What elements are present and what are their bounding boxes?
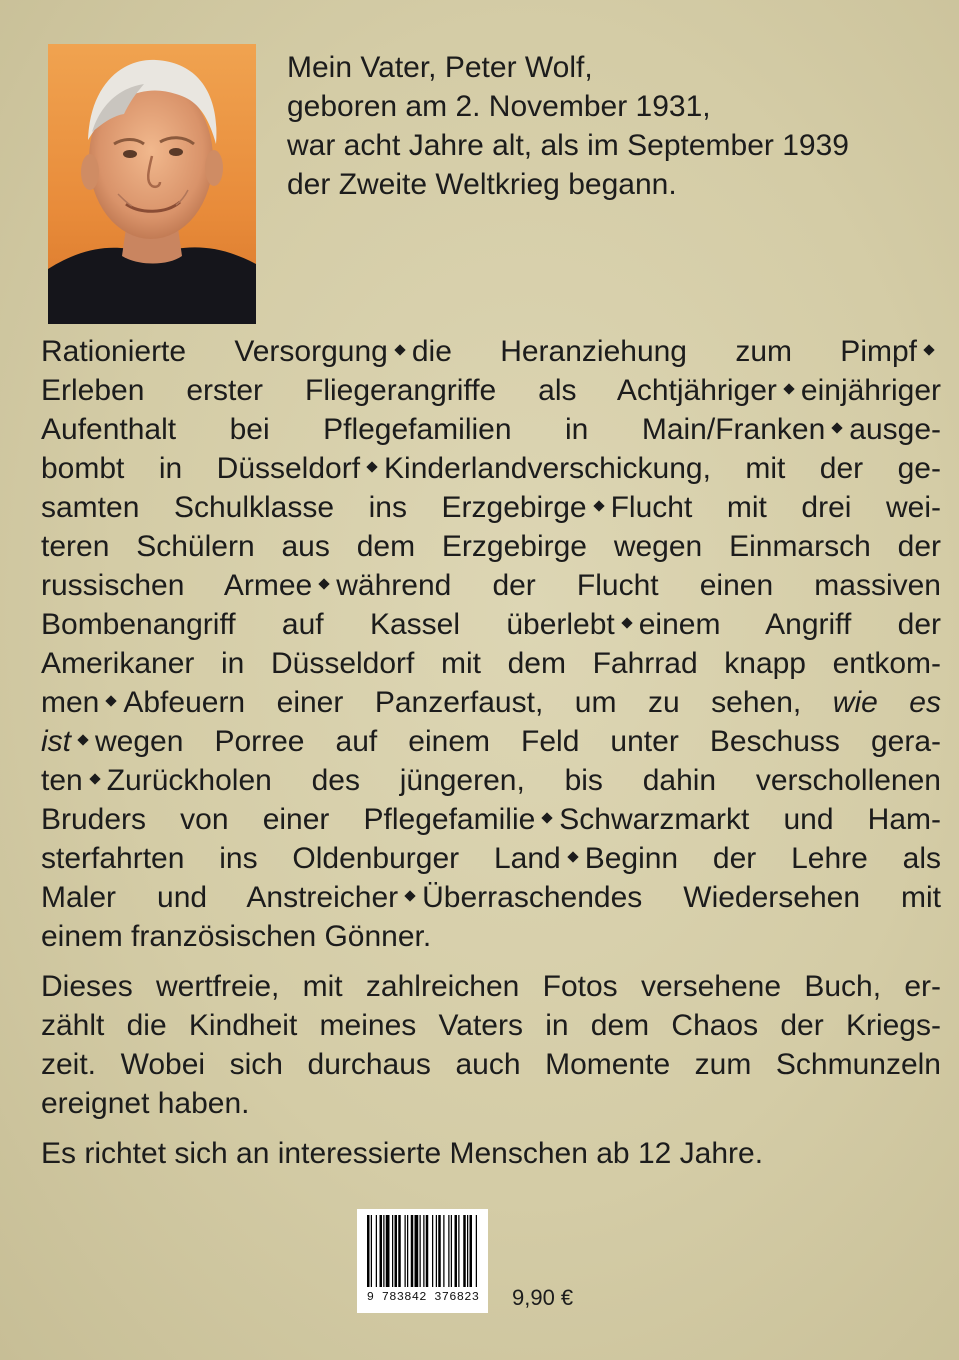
event-text: Erleben erster Fliegerangriffe als Achtjähriger xyxy=(41,374,777,407)
diamond-bullet-icon xyxy=(832,422,843,433)
barcode-bar xyxy=(436,1215,437,1287)
description-paragraph xyxy=(41,967,941,1123)
events-line xyxy=(41,917,941,956)
events-line xyxy=(41,644,941,683)
event-text: sterfahrten ins Oldenburger Land xyxy=(41,842,561,875)
event-text: Kinderlandverschickung, mit der ge- xyxy=(384,452,941,485)
diamond-bullet-icon xyxy=(77,734,88,745)
event-text: Amerikaner in Düsseldorf mit dem Fahrrad knapp entkom- xyxy=(41,647,941,680)
diamond-bullet-icon xyxy=(89,773,100,784)
italic-phrase: ist xyxy=(41,725,71,758)
diamond-bullet-icon xyxy=(567,851,578,862)
back-cover-body xyxy=(41,332,941,1173)
events-line xyxy=(41,410,941,449)
event-text: wegen Porree auf einem Feld unter Beschuss gera- xyxy=(95,725,941,758)
barcode-bar xyxy=(411,1215,414,1287)
italic-phrase: wie es xyxy=(832,686,941,719)
event-text: teren Schülern aus dem Erzgebirge wegen Einmarsch der xyxy=(41,530,941,563)
event-text: einjähriger xyxy=(800,374,941,407)
event-text: Flucht mit drei wei- xyxy=(610,491,942,524)
author-father-photo xyxy=(48,44,256,324)
event-text: men xyxy=(41,686,100,719)
event-text: bombt in Düsseldorf xyxy=(41,452,361,485)
event-text: Beginn der Lehre als xyxy=(584,842,941,875)
description-line: zählt die Kindheit meines Vaters in dem Chaos der Kriegs- xyxy=(41,1009,941,1042)
isbn-number: 9 783842 376823 xyxy=(366,1290,480,1304)
barcode-bar xyxy=(443,1215,444,1287)
event-text: Maler und Anstreicher xyxy=(41,881,399,914)
barcode-bar xyxy=(383,1215,384,1287)
events-line xyxy=(41,800,941,839)
barcode-bar xyxy=(467,1215,468,1287)
barcode-bar xyxy=(448,1215,449,1287)
description-line: zeit. Wobei sich durchaus auch Momente zum Schmunzeln xyxy=(41,1048,941,1081)
diamond-bullet-icon xyxy=(319,578,330,589)
audience-line: Es richtet sich an interessierte Menschen ab 12 Jahre. xyxy=(41,1137,764,1170)
barcode-bar xyxy=(415,1215,419,1287)
intro-line: geboren am 2. November 1931, xyxy=(287,90,711,123)
events-line xyxy=(41,527,941,566)
events-line xyxy=(41,878,941,917)
barcode-bar xyxy=(380,1215,383,1287)
events-line xyxy=(41,683,941,722)
events-list xyxy=(41,332,941,956)
price-label: 9,90 € xyxy=(512,1285,574,1310)
events-line xyxy=(41,449,941,488)
event-text: während der Flucht einen massiven xyxy=(336,569,941,602)
intro-line: Mein Vater, Peter Wolf, xyxy=(287,51,593,84)
barcode-bar xyxy=(376,1215,377,1287)
barcode-bar xyxy=(438,1215,441,1287)
events-line xyxy=(41,488,941,527)
event-text: Aufenthalt bei Pflegefamilien in Main/Franken xyxy=(41,413,826,446)
audience-paragraph xyxy=(41,1134,941,1173)
event-text: Abfeuern einer Panzerfaust, um zu sehen, xyxy=(123,686,833,719)
events-line xyxy=(41,332,941,371)
event-text: Zurückholen des jüngeren, bis dahin verschollenen xyxy=(106,764,941,797)
barcode-bar xyxy=(432,1215,433,1287)
events-line xyxy=(41,761,941,800)
diamond-bullet-icon xyxy=(366,461,377,472)
description-line: ereignet haben. xyxy=(41,1087,250,1120)
barcode-bar xyxy=(476,1215,477,1287)
description-line: Dieses wertfreie, mit zahlreichen Fotos versehene Buch, er- xyxy=(41,970,941,1003)
diamond-bullet-icon xyxy=(404,890,415,901)
events-line xyxy=(41,371,941,410)
event-text: russischen Armee xyxy=(41,569,313,602)
intro-line: der Zweite Weltkrieg begann. xyxy=(287,168,677,201)
barcode-bar xyxy=(426,1215,429,1287)
barcode-bar xyxy=(395,1215,398,1287)
barcode-bar xyxy=(470,1215,473,1287)
event-text: einem Angriff der xyxy=(638,608,941,641)
intro-text xyxy=(287,48,947,204)
event-text: Überraschendes Wiedersehen mit xyxy=(422,881,942,914)
barcode-bar xyxy=(458,1215,459,1287)
diamond-bullet-icon xyxy=(621,617,632,628)
barcode-bar xyxy=(386,1215,390,1287)
barcode-bar xyxy=(407,1215,408,1287)
barcode-bar xyxy=(451,1215,452,1287)
event-text: Bombenangriff auf Kassel überlebt xyxy=(41,608,615,641)
barcode-bar xyxy=(371,1215,372,1287)
events-line xyxy=(41,722,941,761)
diamond-bullet-icon xyxy=(783,383,794,394)
barcode-bar xyxy=(463,1215,466,1287)
barcode-bar xyxy=(367,1215,370,1287)
diamond-bullet-icon xyxy=(542,812,553,823)
event-text: ten xyxy=(41,764,83,797)
barcode-bar xyxy=(398,1215,401,1287)
event-text: Bruders von einer Pflegefamilie xyxy=(41,803,536,836)
event-text: samten Schulklasse ins Erzgebirge xyxy=(41,491,587,524)
barcode-bar xyxy=(392,1215,393,1287)
diamond-bullet-icon xyxy=(106,695,117,706)
diamond-bullet-icon xyxy=(923,344,934,355)
diamond-bullet-icon xyxy=(593,500,604,511)
events-line xyxy=(41,839,941,878)
barcode-bar xyxy=(455,1215,458,1287)
intro-line: war acht Jahre alt, als im September 1939 xyxy=(287,129,849,162)
barcode-bar xyxy=(423,1215,424,1287)
events-line xyxy=(41,605,941,644)
barcode-bar xyxy=(420,1215,421,1287)
events-line xyxy=(41,566,941,605)
event-text: Rationierte Versorgung xyxy=(41,335,388,368)
barcode-bar xyxy=(405,1215,406,1287)
event-text: die Heranziehung zum Pimpf xyxy=(411,335,917,368)
event-text: einem französischen Gönner. xyxy=(41,920,432,953)
event-text: Schwarzmarkt und Ham- xyxy=(559,803,941,836)
diamond-bullet-icon xyxy=(394,344,405,355)
event-text: ausge- xyxy=(849,413,941,446)
